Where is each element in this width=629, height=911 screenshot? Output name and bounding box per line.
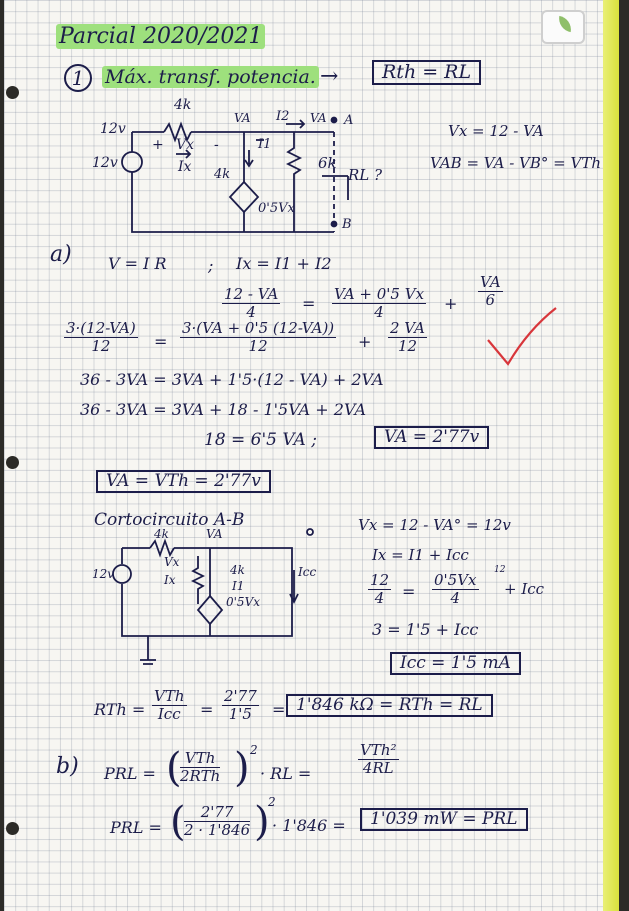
plus-sign: + <box>444 294 458 313</box>
part-b-label: b) <box>56 754 79 779</box>
fraction-2: $\frac{VA + 0'5 Vx}{4}$ <box>334 285 425 322</box>
prl-fraction-1: VTh 2RTh <box>180 749 221 786</box>
vx-label: Vx <box>176 137 195 153</box>
dep-source-label: 0'5Vx <box>258 201 295 216</box>
sc-va: VA <box>206 527 223 541</box>
rth-fraction-1: VTh Icc <box>154 687 185 724</box>
node-a-label: A <box>344 113 354 128</box>
vab-equation: VAB = VA - VB° = VTh <box>430 154 601 172</box>
equals-sign: = <box>402 582 416 601</box>
circuit-diagram-2 <box>4 0 619 911</box>
notebook-edge <box>603 0 619 911</box>
prl-lhs: PRL = <box>104 764 156 783</box>
sc-eq4: 3 = 1'5 + Icc <box>372 620 479 639</box>
equals-sign: = <box>200 700 214 719</box>
fraction-g1: $\frac{3\cdot(12-VA)}{12}$ <box>66 319 136 356</box>
sc-eq3-rest: + Icc <box>504 580 545 598</box>
fraction-3: $\frac{VA}{6}$ <box>480 273 501 310</box>
rth-fraction-2: $\frac{2'77}{1'5}$ <box>224 687 257 724</box>
icc-result-box: Icc = 1'5 mA <box>390 652 521 675</box>
paren-open: ( <box>166 745 182 791</box>
node-b-label: B <box>342 217 352 232</box>
sc-fraction-1: $\frac{12}{4}$ <box>370 571 390 608</box>
equals-sign: = <box>272 700 286 719</box>
i2-label: I2 <box>276 109 290 124</box>
node-va-1: VA <box>234 111 251 125</box>
sc-eq1: Vx = 12 - VA° = 12v <box>358 516 511 534</box>
sc-fraction-2: $\frac{0'5Vx}{4}$ <box>434 571 477 608</box>
square-exp: 2 <box>268 795 276 809</box>
equation-line-3: 36 - 3VA = 3VA + 1'5·(12 - VA) + 2VA <box>80 370 384 389</box>
prl-fraction-2: VTh² 4RL <box>360 741 397 778</box>
i1-label: I1 <box>258 137 272 152</box>
arrow-icon: → <box>320 64 339 89</box>
sc-r-mid: 4k <box>230 563 245 577</box>
source-label: 12v <box>92 155 118 171</box>
part-a-label: a) <box>50 242 72 267</box>
times-term: · 1'846 = <box>272 816 346 835</box>
separator: ; <box>208 256 214 275</box>
va-result-box: VA = 2'77v <box>374 426 489 449</box>
equals-sign: = <box>154 332 168 351</box>
square-exp: 2 <box>250 743 258 757</box>
kcl-equation: Ix = I1 + I2 <box>236 254 332 273</box>
paren-close: ) <box>254 799 270 845</box>
fraction-1: $\frac{12 - VA}{4}$ <box>224 285 279 322</box>
prl2-lhs: PRL = <box>110 818 162 837</box>
sc-icc: Icc <box>298 565 317 579</box>
minus-sign: - <box>214 137 219 153</box>
fraction-g3: $\frac{2 VA}{12}$ <box>390 319 425 356</box>
rl-term: · RL = <box>260 764 312 783</box>
prl-result-box: 1'039 mW = PRL <box>360 808 528 831</box>
vx-equation: Vx = 12 - VA <box>448 122 544 140</box>
source-node-label: 12v <box>100 121 126 137</box>
sc-i1: I1 <box>232 579 245 593</box>
notebook-page <box>4 0 619 911</box>
sc-source: 12v <box>92 567 115 581</box>
r-top-label: 4k <box>174 97 192 113</box>
exercise-topic: Máx. transf. potencia. <box>102 68 319 87</box>
ix-label: Ix <box>178 159 192 175</box>
paren-open: ( <box>170 799 186 845</box>
binder-hole <box>6 456 19 469</box>
short-circuit-title: Cortocircuito A-B <box>94 510 245 530</box>
sc-vx: Vx <box>164 555 180 569</box>
paren-close: ) <box>234 745 250 791</box>
node-va-2: VA <box>310 111 327 125</box>
equation-line-5: 18 = 6'5 VA ; <box>204 430 317 450</box>
rth-rl-box: Rth = RL <box>372 60 481 85</box>
vth-result-box: VA = VTh = 2'77v <box>96 470 271 493</box>
rth-result-box: 1'846 kΩ = RTh = RL <box>286 694 493 717</box>
rl-label: RL ? <box>348 166 383 184</box>
sc-r-top: 4k <box>154 527 169 541</box>
equation-line-4: 36 - 3VA = 3VA + 18 - 1'5VA + 2VA <box>80 400 366 419</box>
binder-hole <box>6 822 19 835</box>
page-title: Parcial 2020/2021 <box>56 26 265 48</box>
plus-sign: + <box>358 332 372 351</box>
sc-superscript: 12 <box>494 565 506 575</box>
plus-sign: + <box>152 137 164 153</box>
fraction-g2: $\frac{3\cdot(VA + 0'5 (12-VA))}{12}$ <box>182 319 335 356</box>
sc-ix: Ix <box>164 573 176 587</box>
binder-hole <box>6 86 19 99</box>
exercise-number: 1 <box>64 64 92 92</box>
equals-sign: = <box>302 294 316 313</box>
rth-lhs: RTh = <box>94 700 146 719</box>
r-right-label: 6k <box>318 154 337 172</box>
prl-fraction-3: $\frac{2'77}{2 \cdot 1'846}$ <box>184 803 251 840</box>
r-mid-label: 4k <box>214 167 231 182</box>
ohm-law: V = I R <box>108 254 167 273</box>
sc-dep: 0'5Vx <box>226 595 261 609</box>
sc-eq2: Ix = I1 + Icc <box>372 546 469 564</box>
